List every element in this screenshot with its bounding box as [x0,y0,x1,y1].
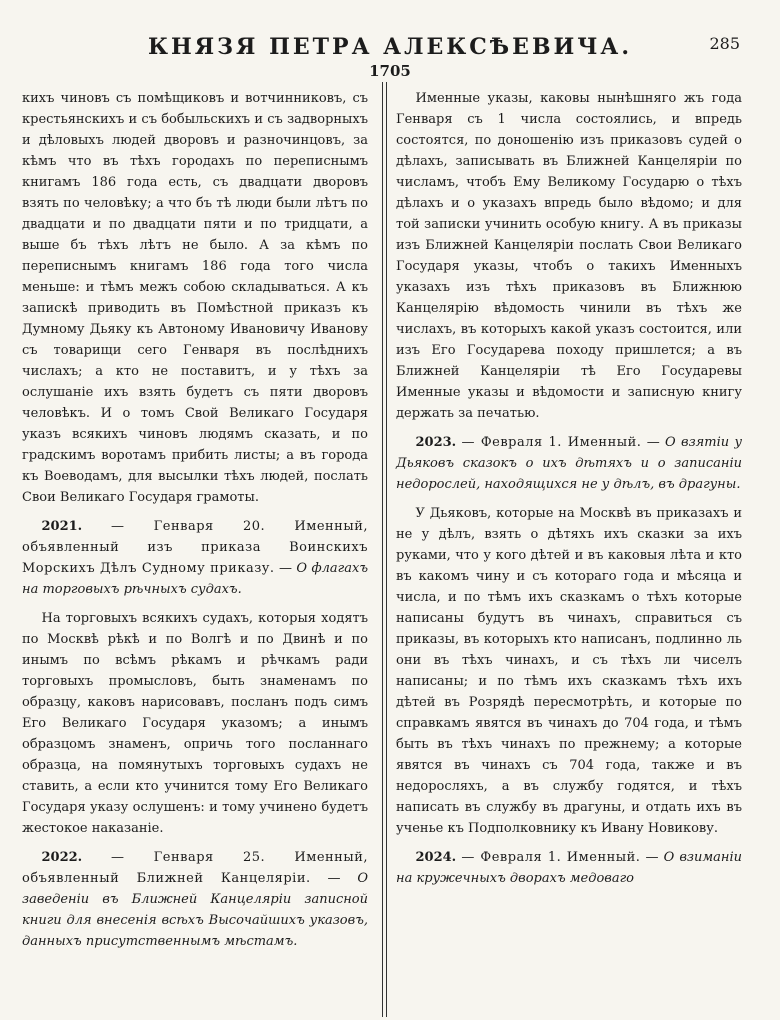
entry-heading: — Февраля 1. Именный. [461,435,642,450]
entry-heading: — Февраля 1. Именный. [461,850,641,865]
entry-2023-body: У Дьяковъ, которые на Москвѣ въ приказахъ и не у дѣлъ, взять о дѣтяхъ ихъ сказки за ихъ руками, что у кого дѣтей и въ каковыя лѣта и кто въ какомъ чину и съ котораго года и мѣсяца и числа, и по тѣмъ ихъ сказкамъ о тѣхъ которые написаны будутъ въ чинахъ, справиться съ приказы, въ которыхъ кто написанъ, подлинно ль они въ тѣхъ чинахъ, и съ тѣхъ ли чиселъ написаны; и по тѣмъ ихъ сказкамъ тѣхъ ихъ дѣтей въ Розрядѣ пересмотрѣть, и которые по справкамъ явятся въ чинахъ до 704 года, и тѣмъ быть въ тѣхъ чинахъ по прежнему; а которые явятся въ чинахъ съ 704 года, также и въ недоросляхъ, а въ службу годятся, и тѣхъ написать въ службу въ драгуны, и отдать ихъ въ ученье къ Подполковнику къ Ивану Новикову. [396,506,742,836]
entry-topic: — О флагахъ на торговыхъ рѣчныхъ судахъ. [22,561,368,597]
entry-2022-body: Именные указы, каковы нынѣшняго жъ года Генваря съ 1 числа состоялись, и впредь состоятся, по доношенію изъ приказовъ судей о дѣлахъ, записывать въ Ближней Канцеляріи по числамъ, чтобъ Ему Великому Государю о тѣхъ дѣлахъ и о указахъ впредь было вѣдомо; и для той записки учинить особую книгу. А въ приказы изъ Ближней Канцеляріи послать Свои Великаго Государя указы, чтобъ о такихъ Именныхъ указахъ изъ тѣхъ приказовъ въ Ближнюю Канцелярію вѣдомость чинили въ тѣхъ же числахъ, въ которыхъ какой указъ состоится, или изъ Его Государева походу пришлется; а въ Ближней Канцеляріи тѣ Его Государевы Именные указы и вѣдомости и записную книгу держать за печатью. [396,91,742,421]
entry-heading: — Генваря 25. Именный, объявленный Ближней Канцелярiи. [22,850,368,886]
entry-topic: — О взятiи у Дьяковъ сказокъ о ихъ дѣтяхъ и о записанiи недорослей, находящихся не у дѣлъ, въ драгуны. [396,435,742,492]
page-header [0,0,780,80]
column-divider [382,82,387,1017]
entry-number: 2022. [41,850,83,865]
entry-topic: — О заведенiи въ Ближней Канцелярiи записной книги для внесенiя всѣхъ Высочайшихъ указовъ, данныхъ присутственнымъ мѣстамъ. [22,871,368,949]
page-number: 285 [709,34,740,53]
entry-number: 2024. [415,850,457,865]
entry-2021-body: На торговыхъ всякихъ судахъ, которыя ходятъ по Москвѣ рѣкѣ и по Волгѣ и по Двинѣ и по инымъ по всѣмъ рѣкамъ и рѣчкамъ ради торговыхъ промысловъ, быть знаменамъ по образцу, каковъ нарисовавъ, посланъ подъ симъ Его Великаго Государя указомъ; а инымъ образцомъ знаменъ, опричь того посланнаго образца, на помянутыхъ торговыхъ судахъ не ставить, а если кто учинится тому Его Великаго Государя указу ослушенъ: и тому учинено будетъ жестокое наказаніе. [22,611,368,836]
entry-heading: — Генваря 20. Именный, объявленный изъ приказа Воинскихъ Морскихъ Дѣлъ Судному приказу. [22,519,368,576]
entry-2022-heading [22,847,368,952]
continued-paragraph: кихъ чиновъ съ помѣщиковъ и вотчинниковъ, съ крестьянскихъ и съ бобыльскихъ и съ задворныхъ и дѣловыхъ людей дворовъ и разночинцовъ, за кѣмъ что въ тѣхъ городахъ по переписнымъ книгамъ 186 года есть, съ двадцати дворовъ взять по человѣку; а что бъ тѣ люди были лѣтъ по двадцати и по двадцати пяти и по тридцати, а выше бъ тѣхъ лѣтъ не было. А за кѣмъ по переписнымъ книгамъ 186 года того числа меньше: и тѣмъ межъ собою складываться. А къ запискѣ приводить въ Помѣстной приказъ къ Думному Дьяку къ Автоному Ивановичу Иванову съ товарищи сего Генваря въ послѣднихъ числахъ; а кто не поставитъ, и у тѣхъ за ослушаніе ихъ взять будетъ съ пяти дворовъ человѣкъ. И о томъ Свой Великаго Государя указъ всякихъ чиновъ людямъ сказать, и по градскимъ воротамъ прибить листы; а въ города къ Воеводамъ, для высылки тѣхъ людей, послать Свои Великаго Государя грамоты. [22,91,368,505]
running-title: КНЯЗЯ ПЕТРА АЛЕКСѢЕВИЧА. [147,34,632,60]
right-column [396,88,742,897]
entry-2024-heading [396,847,742,889]
entry-2023-heading [396,432,742,495]
left-column [22,88,368,960]
year-heading: 1705 [369,62,411,80]
entry-number: 2023. [415,435,457,450]
entry-number: 2021. [41,519,83,534]
entry-2021-heading [22,516,368,600]
entry-topic: — О взиманiи на кружечныхъ дворахъ медоваго [396,850,742,886]
